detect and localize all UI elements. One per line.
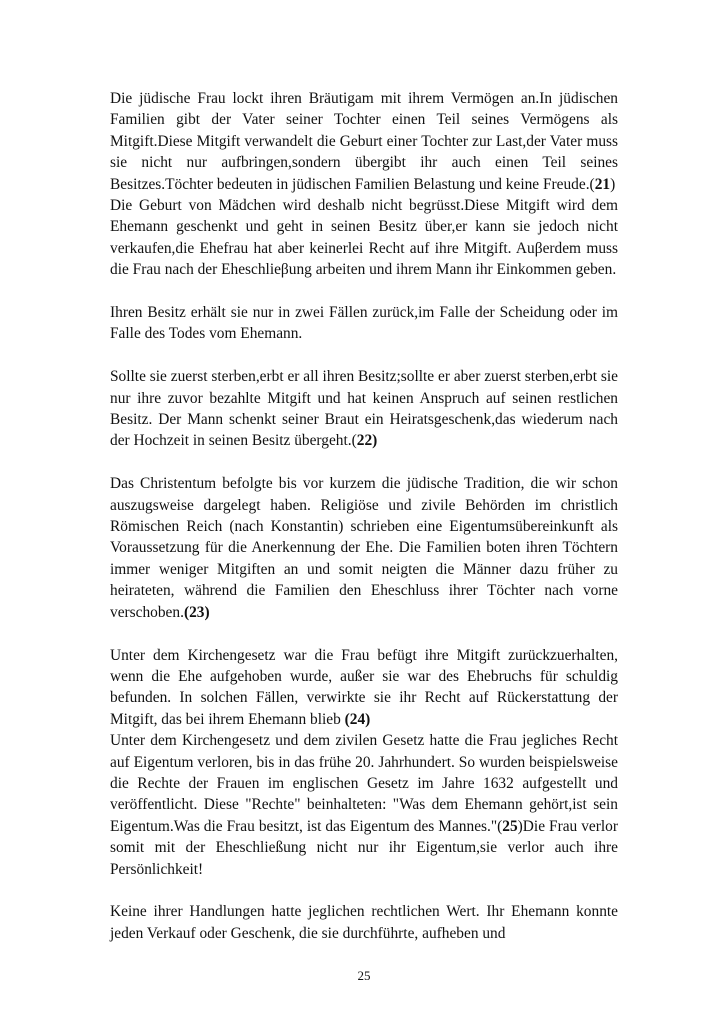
footnote-ref: 22) bbox=[356, 432, 378, 450]
paragraph bbox=[110, 901, 618, 944]
document-body bbox=[110, 88, 618, 944]
text-segment: ) bbox=[610, 175, 616, 193]
footnote-ref: 25 bbox=[502, 817, 518, 835]
text-segment: Die jüdische Frau lockt ihren Bräutigam mit ihrem Vermögen an.In jüdischen Familien gibt der Vater seiner Tochter einen Teil seines Vermögens als Mitgift.Diese Mitgift verwandelt die Geburt einer Tochter zur Last,der Vater muss sie nicht nur aufbringen,sondern übergibt ihr auch einen Teil seines Besitzes.Töchter bedeuten in jüdischen Familien Belastung und keine Freude.( bbox=[110, 90, 618, 193]
paragraph bbox=[110, 88, 618, 195]
text-segment: Das Christentum befolgte bis vor kurzem die jüdische Tradition, die wir schon auszugsweise dargelegt haben. Religiöse und zivile Behörden im christlich Römischen Reich (nach Konstantin) schrieben eine Eigentumsübereinkunft als Voraussetzung für die Anerkennung der Ehe. Die Familien boten ihren Töchtern immer weniger Mitgiften an und somit neigten die Männer dazu früher zu heirateten, während die Familien den Eheschluss ihrer Töchter nach vorne verschoben. bbox=[110, 475, 618, 621]
text-segment: Unter dem Kirchengesetz und dem zivilen Gesetz hatte die Frau jegliches Recht auf Eigentum verloren, bis in das frühe 20. Jahrhundert. So wurden beispielsweise die Rechte der Frauen im englischen Gesetz im Jahre 1632 aufgestellt und veröffentlicht. Diese "Rechte" beinhalteten: "Was dem Ehemann gehört,ist sein Eigentum.Was die Frau besitzt, ist das Eigentum des Mannes."( bbox=[110, 732, 618, 835]
footnote-ref: (24) bbox=[344, 710, 371, 728]
text-segment: Ihren Besitz erhält sie nur in zwei Fällen zurück,im Falle der Scheidung oder im Falle des Todes vom Ehemann. bbox=[110, 304, 618, 343]
paragraph bbox=[110, 195, 618, 281]
footnote-ref: 21 bbox=[594, 175, 611, 193]
paragraph bbox=[110, 302, 618, 345]
paragraph bbox=[110, 473, 618, 623]
paragraph bbox=[110, 730, 618, 880]
text-segment: )Die Frau verlor somit mit der Eheschließung nicht nur ihr Eigentum,sie verlor auch ihre Persönlichkeit! bbox=[110, 817, 618, 878]
text-segment: Unter dem Kirchengesetz war die Frau befügt ihre Mitgift zurückzuerhalten, wenn die Ehe aufgehoben wurde, außer sie war des Ehebruchs für schuldig befunden. In solchen Fällen, verwirkte sie ihr Recht auf Rückerstattung der Mitgift, das bei ihrem Ehemann blieb bbox=[110, 646, 618, 728]
text-segment: Keine ihrer Handlungen hatte jeglichen rechtlichen Wert. Ihr Ehemann konnte jeden Verkauf oder Geschenk, die sie durchführte, aufheben und bbox=[110, 903, 618, 942]
paragraph bbox=[110, 366, 618, 452]
page-number: 25 bbox=[357, 968, 371, 983]
footnote-ref: (23) bbox=[183, 603, 210, 621]
text-segment: Sollte sie zuerst sterben,erbt er all ihren Besitz;sollte er aber zuerst sterben,erbt sie nur ihre zuvor bezahlte Mitgift und hat keinen Anspruch auf seinen restlichen Besitz. Der Mann schenkt seiner Braut ein Heiratsgeschenk,das wiederum nach der Hochzeit in seinen Besitz übergeht.( bbox=[110, 368, 618, 450]
text-segment: Die Geburt von Mädchen wird deshalb nicht begrüsst.Diese Mitgift wird dem Ehemann geschenkt und geht in seinen Besitz über,er kann sie jedoch nicht verkaufen,die Ehefrau hat aber keinerlei Recht auf ihre Mitgift. Auβerdem muss die Frau nach der Eheschlieβung arbeiten und ihrem Mann ihr Einkommen geben. bbox=[110, 197, 618, 279]
paragraph bbox=[110, 645, 618, 731]
